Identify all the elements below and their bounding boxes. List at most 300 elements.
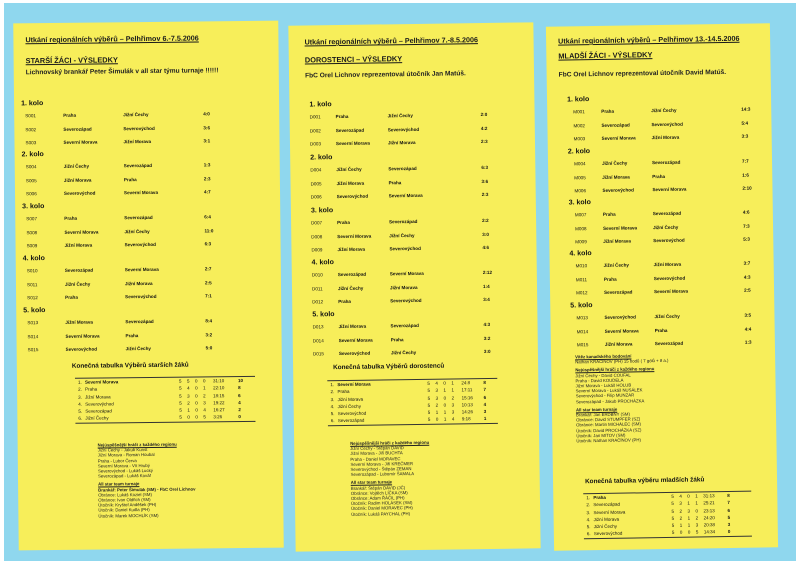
draws: 0 <box>687 493 690 499</box>
home-team: Praha <box>65 294 78 300</box>
points: 4 <box>483 401 487 407</box>
match-row <box>21 125 225 135</box>
match-score: 4:4 <box>744 326 752 332</box>
match-row <box>568 172 764 183</box>
match-row <box>22 189 226 199</box>
points: 6 <box>727 507 731 513</box>
match-id: D015 <box>312 351 324 357</box>
match-score: 5:3 <box>743 236 750 242</box>
player-entry: Útočník: Radim HOLÁSEK (SM) <box>350 500 413 507</box>
losses: 1 <box>451 387 454 393</box>
players-heading: All star team turnaje <box>350 479 393 486</box>
sheet-title: Utkání regionálních výběrů – Pelhřimov 7.-8.5.2006 <box>304 35 478 47</box>
away-team: Severní Morava <box>652 186 687 193</box>
played: 5 <box>427 409 431 416</box>
team: Jižní Čechy <box>593 523 618 530</box>
match-id: S012 <box>27 295 38 301</box>
sheet-note: Lichnovský brankář Peter Šimulák v all star týmu turnaje !!!!!! <box>25 67 219 77</box>
round-label: 1. kolo <box>21 100 44 108</box>
round-label: 5. kolo <box>312 311 335 319</box>
match-score: 3:4 <box>483 296 490 303</box>
home-team: Praha <box>603 276 617 282</box>
draws: 0 <box>194 378 198 384</box>
losses: 1 <box>695 500 698 506</box>
draws: 1 <box>443 409 447 415</box>
match-score: 3:5 <box>744 312 752 318</box>
home-team: Jižní Čechy <box>63 163 90 169</box>
match-row <box>308 270 505 281</box>
draws: 1 <box>687 500 690 506</box>
home-team: Praha <box>63 112 77 118</box>
home-team: Severovýchod <box>65 346 98 352</box>
player-entry: Jižní Morava - Jiří BUCHTA <box>350 450 403 457</box>
match-score: 2:5 <box>204 279 212 285</box>
match-row <box>22 214 226 224</box>
away-team: Severovýchod <box>390 297 422 304</box>
player-entry: Severní Morava - Vít Hrubý <box>97 462 150 469</box>
round-label: 4. kolo <box>311 259 334 267</box>
match-score: 7:7 <box>741 158 749 164</box>
player-entry: Praha - Daniel MORAVEC <box>350 455 401 462</box>
wins: 2 <box>435 402 439 408</box>
team: Severovýchod <box>337 410 367 417</box>
points: 2 <box>238 407 241 413</box>
goals: 20:38 <box>703 522 716 528</box>
match-id: D001 <box>309 114 321 120</box>
losses: 3 <box>203 400 206 406</box>
team: Jižní Morava <box>593 516 620 522</box>
draws: 1 <box>687 522 691 528</box>
match-score: 3:0 <box>483 348 491 355</box>
player-entry: Jižní Morava - Roman Houbal <box>97 452 155 458</box>
match-score: 11:0 <box>204 227 214 233</box>
sheet-title: Utkání regionálních výběrů – Pelhřimov 6.-7.5.2006 <box>25 33 199 45</box>
losses: 5 <box>203 414 206 420</box>
sheet-subtitle: DOROSTENCI – VÝSLEDKY <box>304 54 403 65</box>
player-entry: Útočník: Lukáš PAYCHAL (PH) <box>351 510 411 517</box>
away-team: Severovýchod <box>123 125 155 131</box>
home-team: Jižní Čechy <box>64 281 91 287</box>
match-score: 6:3 <box>481 164 489 171</box>
match-row <box>307 192 504 203</box>
draws: 1 <box>687 515 691 521</box>
match-id: M004 <box>574 161 586 167</box>
played: 5 <box>179 415 182 421</box>
match-row <box>567 106 763 117</box>
away-team: Severozápad <box>652 210 682 217</box>
away-team: Severozápad <box>388 165 417 172</box>
round-label: 2. kolo <box>567 148 591 156</box>
match-id: D008 <box>311 233 323 239</box>
match-row <box>570 312 766 323</box>
match-score: 1:3 <box>203 162 211 168</box>
away-team: Severozápad <box>389 218 418 225</box>
player-entry: Severozápad - Lukáš Kovář <box>97 473 152 479</box>
rank: 2. <box>330 389 335 395</box>
round-label: 1. kolo <box>566 96 590 104</box>
player-entry: Praha - David KOUDELA <box>575 377 624 384</box>
rank: 4. <box>330 404 335 410</box>
home-team: Jižní Morava <box>603 238 631 244</box>
team: Jižní Morava <box>337 396 364 402</box>
player-entry: Obránce: Adam ŘÁČIL (PH) <box>350 495 405 501</box>
match-id: D014 <box>312 337 324 343</box>
round-label: 5. kolo <box>23 307 46 315</box>
away-team: Praha <box>390 336 404 342</box>
player-entry: Útočník: Daniel MORAVEC (PH) <box>351 505 413 512</box>
points: 10 <box>237 378 244 384</box>
team: Praha <box>593 494 606 501</box>
match-id: M010 <box>575 263 588 269</box>
played: 5 <box>671 501 674 507</box>
away-team: Severozápad <box>125 318 154 325</box>
home-team: Jižní Morava <box>337 246 366 253</box>
player-entry: Severovýchod - Lukáš Lucký <box>97 467 153 474</box>
away-team: Jižní Morava <box>387 139 416 146</box>
goals: 14:26 <box>461 409 474 415</box>
wins: 3 <box>679 501 682 507</box>
played: 5 <box>671 523 675 529</box>
goals: 22:10 <box>213 385 225 391</box>
home-team: Severní Morava <box>337 233 372 239</box>
points: 5 <box>727 514 731 520</box>
away-team: Praha <box>388 179 402 185</box>
match-id: S009 <box>26 243 38 249</box>
losses: 1 <box>695 493 698 499</box>
goals: 14:34 <box>703 529 716 535</box>
match-id: D012 <box>312 299 324 305</box>
losses: 3 <box>451 402 455 408</box>
away-team: Praha <box>125 332 139 338</box>
match-row <box>306 125 503 136</box>
player-entry: Praha - Lubor Červa <box>97 457 137 464</box>
standings-table <box>583 491 752 539</box>
standings-row <box>75 413 255 422</box>
goals: 18:15 <box>213 392 225 398</box>
round-label: 2. kolo <box>21 151 44 159</box>
played: 5 <box>427 402 431 408</box>
home-team: Jižní Čechy <box>602 160 628 166</box>
away-team: Jižní Čechy <box>387 113 413 119</box>
points: 6 <box>483 394 487 400</box>
match-row <box>307 245 504 256</box>
away-team: Severozápad <box>123 162 153 169</box>
rank: 6. <box>330 418 335 424</box>
goals: 23:13 <box>703 507 715 513</box>
points: 3 <box>483 409 487 415</box>
match-row <box>567 120 763 131</box>
player-entry: Brankář: Peter Šimulák (SM) - FbC Orel Lichnov <box>98 486 196 493</box>
match-id: D010 <box>311 272 323 278</box>
wins: 2 <box>679 515 683 521</box>
goals: 3:26 <box>213 414 223 420</box>
away-team: Jižní Čechy <box>390 349 417 356</box>
home-team: Jižní Morava <box>338 323 367 330</box>
home-team: Severozápad <box>335 127 365 133</box>
team: Severozápad <box>593 501 620 508</box>
match-row <box>308 297 505 308</box>
match-score: 5:4 <box>741 120 749 126</box>
losses: 2 <box>695 515 699 521</box>
away-team: Jižní Morava <box>124 280 153 286</box>
player-entry: Útočník: David PROCHÁZKA (SZ) <box>576 426 642 434</box>
draws: 0 <box>443 402 447 408</box>
match-score: 2:5 <box>744 287 751 293</box>
player-entry: Útočník: Marek MOCHLÍK (SM) <box>98 512 159 519</box>
home-team: Severní Morava <box>338 337 373 343</box>
goals: 24:8 <box>461 380 471 386</box>
players-heading: Nejúspěšnější hráči z každého regionu <box>97 441 177 448</box>
home-team: Jižní Čechy <box>337 285 364 291</box>
standings-title: Konečná tabulka Výběrů starších žáků <box>71 361 189 370</box>
match-row <box>23 318 227 328</box>
team: Jižní Čechy <box>85 415 109 422</box>
away-team: Jižní Čechy <box>389 232 415 238</box>
match-row <box>568 133 764 144</box>
match-row <box>307 231 504 242</box>
away-team: Severovýchod <box>653 275 686 281</box>
match-score: 1:4 <box>482 283 490 289</box>
wins: 0 <box>187 415 190 421</box>
match-score: 2:10 <box>742 185 752 191</box>
players-list <box>575 353 670 444</box>
match-score: 6:3 <box>204 241 212 247</box>
match-row <box>569 223 765 234</box>
match-row <box>23 293 227 303</box>
match-id: D005 <box>310 180 322 186</box>
points: 4 <box>238 399 241 405</box>
home-team: Jižní Morava <box>64 242 93 248</box>
points: 8 <box>727 492 730 498</box>
played: 5 <box>671 515 675 521</box>
match-id: D003 <box>309 141 322 147</box>
match-id: M013 <box>576 315 589 321</box>
away-team: Severní Morava <box>389 270 424 277</box>
home-team: Severovýchod <box>336 193 369 200</box>
match-id: S015 <box>27 347 39 353</box>
round-label: 1. kolo <box>309 101 332 109</box>
home-team: Praha <box>335 113 349 120</box>
match-id: S013 <box>27 320 39 326</box>
match-row <box>309 349 506 360</box>
match-score: 6:4 <box>204 214 211 220</box>
played: 5 <box>427 417 431 423</box>
points: 7 <box>483 387 486 393</box>
wins: 0 <box>679 530 683 536</box>
played: 5 <box>671 493 674 499</box>
match-id: D006 <box>310 194 322 200</box>
home-team: Jižní Morava <box>63 177 92 183</box>
away-team: Severozápad <box>124 214 153 221</box>
match-row <box>308 283 505 294</box>
wins: 5 <box>186 378 190 384</box>
match-row <box>21 111 225 121</box>
players-heading: Nejúspěšnější hráči z každého regionu <box>350 439 430 446</box>
match-id: M015 <box>576 342 589 348</box>
rank: 1. <box>77 379 82 385</box>
rank: 2. <box>78 387 82 393</box>
match-row <box>22 176 226 186</box>
home-team: Jižní Čechy <box>336 166 362 173</box>
home-team: Severozápad <box>337 271 367 278</box>
wins: 3 <box>435 395 439 401</box>
home-team: Praha <box>338 298 352 305</box>
match-score: 4:6 <box>482 244 490 251</box>
home-team: Severní Morava <box>63 139 98 145</box>
draws: 0 <box>195 414 198 421</box>
player-entry: Nathan KRAČÍNOV (PH) 15 bodů ( 7 gólů + 8 a.) <box>575 358 669 365</box>
match-id: S002 <box>25 126 37 132</box>
away-team: Severovýchod <box>653 237 685 244</box>
match-row <box>569 209 765 220</box>
home-team: Severní Morava <box>601 135 636 141</box>
team: Severozápad <box>337 418 365 424</box>
match-score: 8:4 <box>205 318 213 324</box>
played: 5 <box>179 385 182 391</box>
team: Severní Morava <box>593 509 626 515</box>
draws: 0 <box>195 400 198 406</box>
players-heading: All star team turnaje <box>575 406 618 413</box>
match-id: D013 <box>312 324 324 330</box>
match-id: S003 <box>25 140 37 146</box>
rank: 5. <box>78 408 83 414</box>
away-team: Jižní Morava <box>389 284 418 290</box>
match-id: S005 <box>25 177 37 183</box>
played: 5 <box>178 378 182 384</box>
wins: 1 <box>679 522 683 528</box>
away-team: Jižní Čechy <box>654 313 680 320</box>
match-id: M002 <box>573 122 585 128</box>
match-score: 3:6 <box>481 178 489 184</box>
team: Praha <box>337 389 350 395</box>
sheet-dorostenci <box>288 22 540 551</box>
team: Jižní Čechy <box>337 403 361 409</box>
draws: 0 <box>195 393 198 399</box>
home-team: Praha <box>64 215 78 221</box>
match-id: D011 <box>311 285 323 291</box>
wins: 2 <box>679 508 683 514</box>
match-score: 4:2 <box>480 125 488 131</box>
player-entry: Útočník: Nathan KRAČÍNOV (PH) <box>576 437 641 444</box>
match-row <box>23 332 227 342</box>
match-id: S011 <box>26 281 38 287</box>
standings-title: Konečná tabulka Výběrů dorostenců <box>333 362 445 372</box>
players-heading: Nejúspěšnější hráči z každého regionu <box>575 366 655 373</box>
away-team: Jižní Čechy <box>125 345 151 352</box>
sheet-subtitle: MLADŠÍ ŽÁCI - VÝSLEDKY <box>558 50 653 61</box>
round-label: 4. kolo <box>22 255 45 263</box>
away-team: Severovýchod <box>124 241 157 248</box>
rank: 2. <box>586 502 591 508</box>
players-heading: Vítěz kanadského bodování <box>575 353 632 360</box>
goals: 19:22 <box>213 400 225 406</box>
goals: 15:16 <box>461 394 473 400</box>
match-id: M006 <box>574 188 587 194</box>
sheet-title: Utkání regionálních výběrů – Pelhřimov 13.-14.5.2006 <box>558 33 740 46</box>
match-score: 3:0 <box>482 231 489 237</box>
draws: 0 <box>195 385 198 391</box>
home-team: Severozápad <box>604 289 633 295</box>
points: 7 <box>727 500 730 506</box>
match-score: 4:3 <box>743 274 751 280</box>
match-score: 2:3 <box>481 191 489 198</box>
home-team: Severovýchod <box>64 190 96 196</box>
player-entry: Obránce: David STUMPFER (SZ) <box>576 416 641 423</box>
home-team: Severní Morava <box>64 229 99 235</box>
away-team: Praha <box>654 327 668 333</box>
match-score: 2:2 <box>482 217 489 224</box>
rank: 6. <box>586 531 591 537</box>
home-team: Severovýchod <box>604 314 636 320</box>
away-team: Severovýchod <box>651 121 683 127</box>
points: 8 <box>238 385 241 391</box>
played: 5 <box>179 407 182 413</box>
played: 5 <box>427 395 431 401</box>
match-row <box>571 326 767 337</box>
wins: 4 <box>187 385 190 391</box>
team: Jižní Morava <box>85 393 111 400</box>
match-score: 3:6 <box>203 124 211 130</box>
match-id: D002 <box>309 127 321 133</box>
match-row <box>306 112 503 123</box>
losses: 1 <box>451 380 454 386</box>
draws: 0 <box>443 380 446 386</box>
match-score: 7:1 <box>205 293 212 299</box>
standings-table <box>327 378 498 426</box>
player-entry: Útočník: Kryštof Anděšek (PH) <box>98 502 157 508</box>
rank: 4. <box>586 517 591 523</box>
standings-table <box>75 376 255 424</box>
match-score: 4:0 <box>203 111 210 117</box>
match-id: M001 <box>573 109 585 115</box>
match-row <box>307 178 504 189</box>
goals: 10:13 <box>461 402 473 408</box>
match-score: 3:1 <box>203 138 211 144</box>
goals: 17:11 <box>461 387 473 393</box>
draws: 1 <box>443 417 447 423</box>
away-team: Praha <box>652 173 666 179</box>
team: Severní Morava <box>337 381 371 388</box>
match-id: S006 <box>26 191 37 197</box>
match-row <box>22 162 226 172</box>
match-id: M008 <box>575 225 587 231</box>
goals: 9:18 <box>461 416 471 422</box>
round-label: 3. kolo <box>310 207 334 215</box>
standings-row <box>328 415 498 425</box>
home-team: Severovýchod <box>602 187 634 193</box>
wins: 3 <box>435 387 438 394</box>
match-score: 2:3 <box>480 138 488 145</box>
points: 0 <box>727 529 731 535</box>
round-label: 5. kolo <box>570 302 593 310</box>
player-entry: Útočník: Daniel Kudla (PH) <box>98 507 150 513</box>
match-id: D007 <box>311 220 323 226</box>
sheet-subtitle: STARŠÍ ŽÁCI - VÝSLEDKY <box>25 55 118 66</box>
home-team: Severovýchod <box>338 350 371 357</box>
match-score: 7:3 <box>743 223 750 229</box>
rank: 6. <box>78 416 83 422</box>
away-team: Praha <box>123 176 137 182</box>
draws: 0 <box>687 530 691 536</box>
match-score: 3:2 <box>483 335 491 341</box>
played: 5 <box>179 400 182 406</box>
match-row <box>21 138 225 148</box>
away-team: Severozápad <box>654 340 684 347</box>
match-id: S007 <box>26 216 38 222</box>
player-entry: Brankář: Štěpán DAVID (JČ) <box>350 484 406 491</box>
match-score: 4:3 <box>483 321 491 328</box>
home-team: Praha <box>337 219 350 226</box>
